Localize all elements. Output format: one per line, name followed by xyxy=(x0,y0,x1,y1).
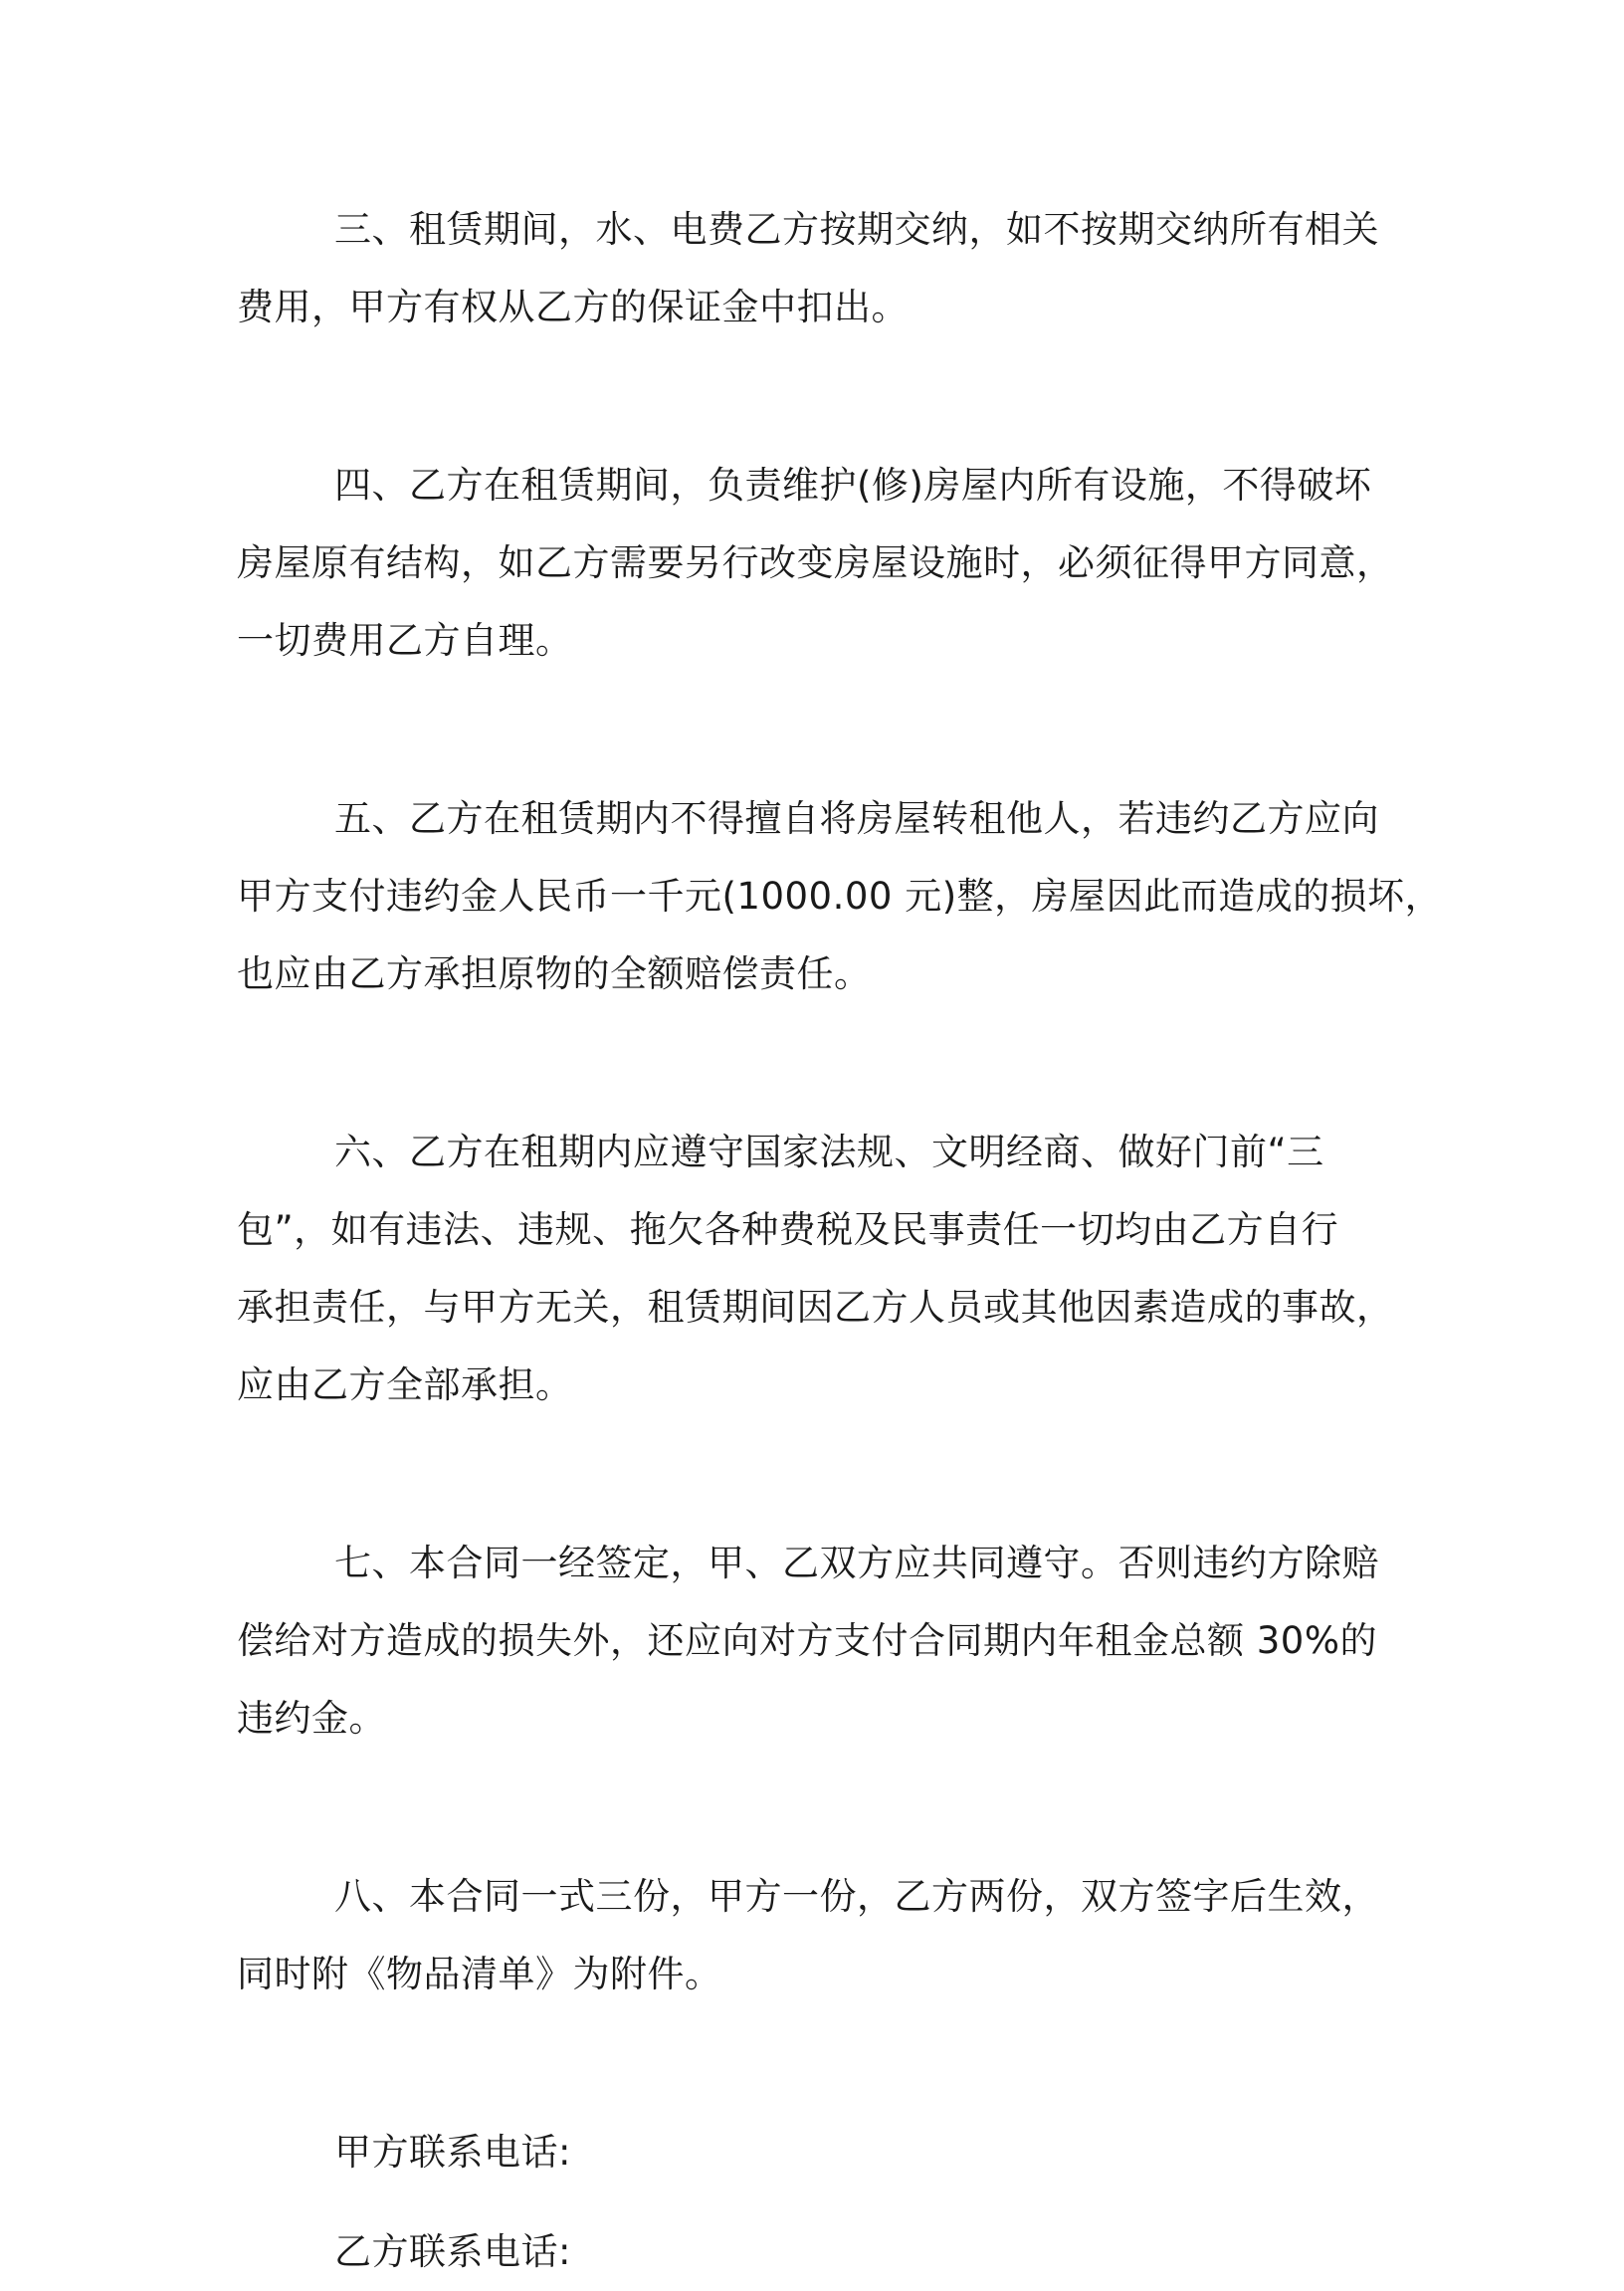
clause-line: 七、本合同一经签定，甲、乙双方应共同遵守。否则违约方除赔 xyxy=(334,1542,1379,1584)
clause-line: 同时附《物品清单》为附件。 xyxy=(237,1953,722,1995)
party-a-phone-label: 甲方联系电话: xyxy=(334,2131,571,2174)
clause-line: 六、乙方在租期内应遵守国家法规、文明经商、做好门前“三 xyxy=(334,1131,1324,1173)
clause-line: 三、租赁期间，水、电费乙方按期交纳，如不按期交纳所有相关 xyxy=(334,208,1379,251)
clause-line: 房屋原有结构，如乙方需要另行改变房屋设施时，必须征得甲方同意， xyxy=(237,541,1394,584)
clause-line: 一切费用乙方自理。 xyxy=(237,619,573,662)
clause-5 xyxy=(237,780,1443,1013)
document-page xyxy=(237,191,1443,2291)
clause-line: 也应由乙方承担原物的全额赔偿责任。 xyxy=(237,952,872,995)
clause-line: 承担责任，与甲方无关，租赁期间因乙方人员或其他因素造成的事故， xyxy=(237,1286,1394,1329)
clause-4 xyxy=(237,447,1401,680)
clause-line: 八、本合同一式三份，甲方一份，乙方两份，双方签字后生效， xyxy=(334,1875,1379,1918)
clause-8 xyxy=(237,1858,1401,2013)
party-a-contact xyxy=(237,2114,1401,2191)
clause-line: 四、乙方在租赁期间，负责维护(修)房屋内所有设施，不得破坏 xyxy=(334,464,1372,507)
clause-line: 违约金。 xyxy=(237,1697,386,1740)
clause-line: 费用，甲方有权从乙方的保证金中扣出。 xyxy=(237,286,909,328)
clause-3 xyxy=(237,191,1401,346)
party-b-contact xyxy=(237,2213,1401,2291)
party-b-phone-label: 乙方联系电话: xyxy=(334,2230,571,2273)
clause-6 xyxy=(237,1114,1401,1424)
clause-7 xyxy=(237,1525,1401,1758)
clause-line: 偿给对方造成的损失外，还应向对方支付合同期内年租金总额 30%的 xyxy=(237,1619,1377,1662)
clause-line: 应由乙方全部承担。 xyxy=(237,1363,573,1406)
clause-line: 包”，如有违法、违规、拖欠各种费税及民事责任一切均由乙方自行 xyxy=(237,1208,1339,1251)
clause-line: 五、乙方在租赁期内不得擅自将房屋转租他人，若违约乙方应向 xyxy=(334,797,1379,840)
clause-line: 甲方支付违约金人民币一千元(1000.00 元)整，房屋因此而造成的损坏， xyxy=(237,875,1443,918)
